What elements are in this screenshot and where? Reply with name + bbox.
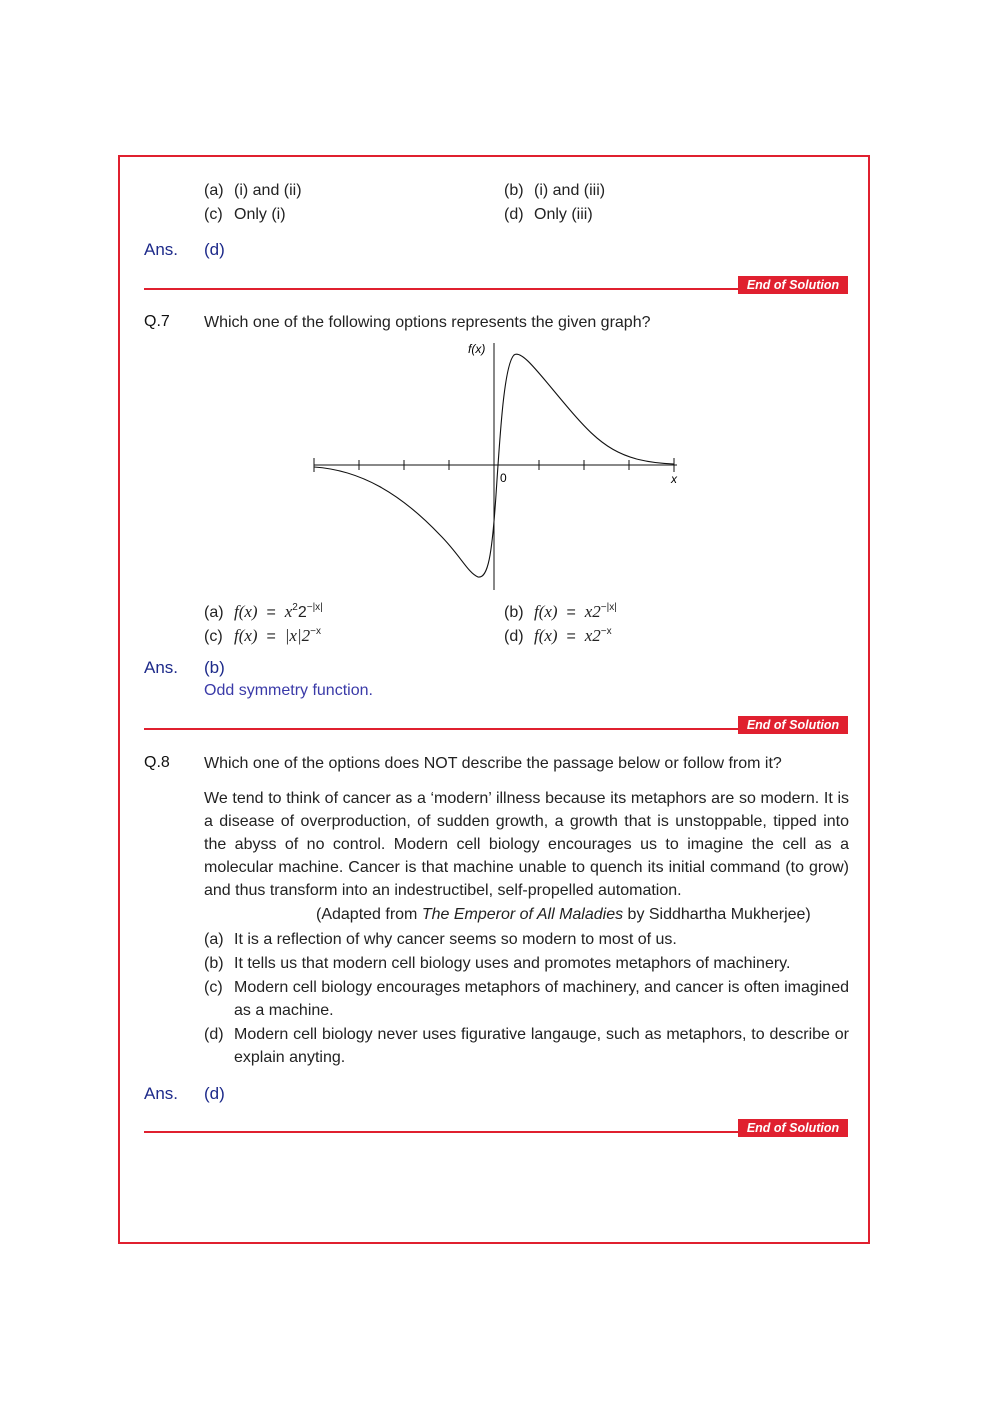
q7-answer-value: (b) <box>204 658 225 677</box>
q8-answer-label: Ans. <box>144 1084 179 1103</box>
end-of-solution-badge: End of Solution <box>738 1119 848 1137</box>
q8-answer-value: (d) <box>204 1084 225 1103</box>
origin-label: 0 <box>500 471 507 485</box>
q7-graph <box>300 335 700 595</box>
q8-option-b: (b) It tells us that modern cell biology uses and promotes metaphors of machinery. <box>204 955 791 972</box>
option-c: (c) Only (i) <box>204 206 286 223</box>
q6-answer-label: Ans. <box>144 240 179 259</box>
option-b: (b) (i) and (iii) <box>504 182 606 199</box>
q8-passage: We tend to think of cancer as a ‘modern’ illness because its metaphors are so modern. It is a disease of overproduction, of sudden growth, a growth that is unstoppable, tipped into the abyss of no control. Modern cell biology encourages us to imagine the cell as a molecular machine. Cancer is that machine unable to quench its initial command (to grow) and thus transform into an indestructibel, self-propelled automation. <box>204 790 849 899</box>
q8-option-d: (d) Modern cell biology never uses figurative langauge, such as metaphors, to describe or explain anyting. <box>204 1026 849 1066</box>
q7-option-d: (d) $f(x) = x2^{-x}$ <box>504 626 612 645</box>
end-of-solution-badge: End of Solution <box>738 716 848 734</box>
q7-question: Which one of the following options represents the given graph? <box>204 314 651 331</box>
q8-source: (Adapted from The Emperor of All Maladies by Siddhartha Mukherjee) <box>316 906 811 923</box>
q7-option-a: (a) $f(x) = x^22^{-|x|}$ <box>204 602 323 621</box>
q8-option-c: (c) Modern cell biology encourages metaphors of machinery, and cancer is often imagined as a machine. <box>204 979 849 1019</box>
q7-option-b: (b) $f(x) = x2^{-|x|}$ <box>504 602 617 621</box>
q7-number: Q.7 <box>144 313 170 330</box>
q7-explanation: Odd symmetry function. <box>204 682 373 699</box>
q8-question: Which one of the options does NOT describe the passage below or follow from it? <box>204 755 782 772</box>
option-d: (d) Only (iii) <box>504 206 593 223</box>
end-of-solution-badge: End of Solution <box>738 276 848 294</box>
y-axis-label: f(x) <box>468 342 486 356</box>
x-axis-label: x <box>671 472 677 486</box>
q8-number: Q.8 <box>144 754 170 771</box>
q6-answer-value: (d) <box>204 240 225 259</box>
q7-option-c: (c) $f(x) = |x|2^{-x}$ <box>204 626 321 645</box>
end-rule <box>144 288 738 290</box>
option-a: (a) (i) and (ii) <box>204 182 302 199</box>
q8-option-a: (a) It is a reflection of why cancer seems so modern to most of us. <box>204 931 677 948</box>
q7-answer-label: Ans. <box>144 658 179 677</box>
